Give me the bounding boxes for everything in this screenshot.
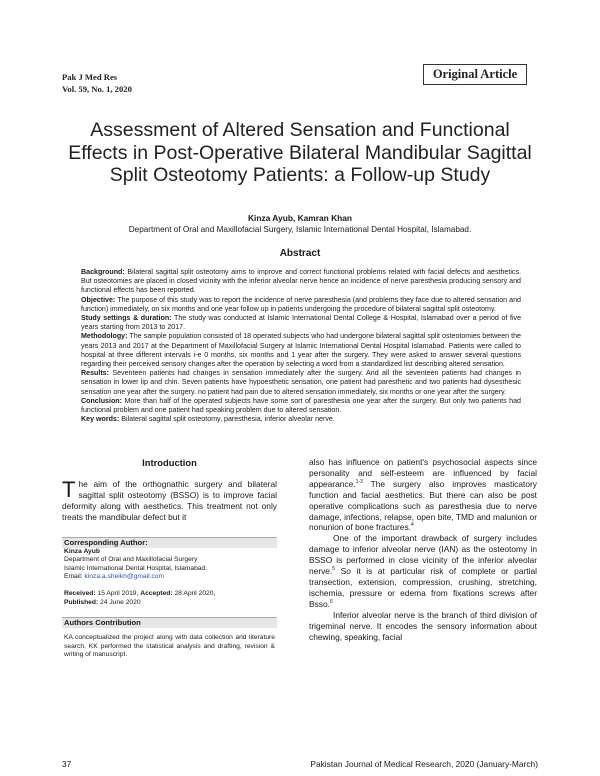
corr-email-link[interactable]: kinza.a.sheikh@gmail.com: [84, 573, 165, 581]
article-type-badge: Original Article: [423, 64, 527, 85]
journal-header: [62, 71, 132, 95]
journal-volume: Vol. 59, No. 1, 2020: [62, 84, 132, 94]
right-column: [309, 457, 537, 642]
affiliation: Department of Oral and Maxillofacial Surgery, Islamic International Dental Hospital, Islamabad.: [128, 225, 472, 234]
authors-contribution-heading: Authors Contribution: [62, 617, 277, 628]
abstract: [81, 268, 521, 424]
corresponding-author-box: Corresponding Author: Kinza Ayub Department of Oral and Maxillofacial Surgery Islamic International Dental Hospital, Islamabad. Email: kinza.a.sheikh@gmail.com Received: 15 April 2019, Accepted: 28 April 2020, Published: 24 June 2020: [62, 537, 277, 608]
abstract-settings: Study settings & duration: The study was conducted at Islamic International Dental College & Hospital, Islamabad over a period of five years starting from 2013 to 2017.: [81, 314, 522, 332]
abstract-background: Background: Bilateral sagittal split osteotomy aims to improve and correct functional problems related with facial defects and aesthetics. But osteotomies are placed in closed vicinity with the inferior alveolar nerve hence an incidence of nerve paresthesia producing sensory and functional effects has been reported.: [81, 268, 521, 295]
journal-abbrev: Pak J Med Res: [62, 72, 118, 82]
abstract-methodology: Methodology: The sample population consisted of 18 operated subjects who had undergone bilateral sagittal split osteotomies between the years 2013 and 2017 at the Department of Maxillofacial Surgery at Islamic International Dental Hospital Islamabad. Patients were called to hospital at three different intervals i-e 0 months, six months and 1 year after the surgery. They were asked to answer several questions regarding their perceived sensory changes after the operation by selecting a word from a standardized list describing altered sensation.: [81, 332, 522, 369]
abstract-objective: Objective: The purpose of this study was to report the incidence of nerve paresthesia (and problems they face due to altered sensation and function) immediately, on six months and one year follow up in patients undergoing the procedure of bilateral sagittal split osteotomy.: [81, 295, 521, 313]
article-title: Assessment of Altered Sensation and Functional Effects in Post-Operative Bilateral Mandibular Sagittal Split Osteotomy Patients: a Follow-up Study: [68, 119, 532, 186]
dates: Received: 15 April 2019, Accepted: 28 April 2020,: [64, 590, 216, 597]
abstract-results: Results: Seventeen patients had changes in sensation immediately after the surgery. And all the seventeen patients had changes in sensation in lower lip and chin. Seven patients have hypoesthetic sensation, one patient had paresthetic and two patients had dysesthesic sensation one year after the surgery. no patient had pain due to altered sensation immediately, six months or one year after the surgery.: [81, 369, 521, 396]
drop-cap: T: [62, 477, 76, 502]
footer-journal: Pakistan Journal of Medical Research, 2020 (January-March): [310, 759, 538, 769]
authors-contribution-text: KA conceptualized the project along with data collection and literature search. KK performed the statistical analysis and drafting, revision & writing of manuscript.: [64, 634, 275, 659]
abstract-keywords: Key words: Bilateral sagittal split osteotomy, paresthesia, inferior alveolar nerve.: [81, 415, 335, 424]
intro-paragraph-1: The aim of the orthognathic surgery and bilateral sagittal split osteotomy (BSSO) is to improve facial deformity along with aesthetics. This treatment not only treats the mandibular defect but it: [62, 477, 277, 522]
intro-paragraph-right-1: also has influence on patient's psychosocial aspects since personality and self-esteem are influenced by facial appearance.$^{1-3}$ The surgery also improves masticatory function and facial aesthetics. But there can also be post operative complications such as paresthesia due to nerve damage, infections, relapse, open bite, TMD and malunion or nonunion of bone fractures.$^4$: [309, 457, 537, 533]
authors: Kinza Ayub, Kamran Khan: [247, 213, 353, 223]
abstract-heading: Abstract: [279, 248, 321, 259]
intro-paragraph-right-3: Inferior alveolar nerve is the branch of third division of trigeminal nerve. It encodes the sensory information about chewing, speaking, facial: [309, 609, 537, 642]
introduction-heading: Introduction: [142, 457, 197, 468]
corr-hospital: Islamic International Dental Hospital, Islamabad.: [64, 564, 208, 572]
intro-paragraph-right-2: One of the important drawback of surgery includes damage to inferior alveolar nerve (IAN) as the osteotomy in BSSO is performed in close vicinity of the inferior alveolar nerve.$^5$ So it is at particular risk of complete or partial transection, extension, compression, crushing, stretching, ischemia, pressure or edema from fixations screws after Bsso.$^6$: [309, 533, 537, 609]
corr-name: Kinza Ayub: [64, 547, 100, 555]
corresponding-author-heading: Corresponding Author:: [62, 537, 277, 548]
corr-dept: Department of Oral and Maxillofacial Surgery: [64, 556, 198, 564]
abstract-conclusion: Conclusion: More than half of the operated subjects have some sort of paresthesia one year after the surgery. But only two patients had functional problem and one patient had speaking problem due to altered sensation.: [81, 396, 521, 415]
page-number: 37: [62, 759, 72, 769]
left-column: [62, 457, 277, 660]
